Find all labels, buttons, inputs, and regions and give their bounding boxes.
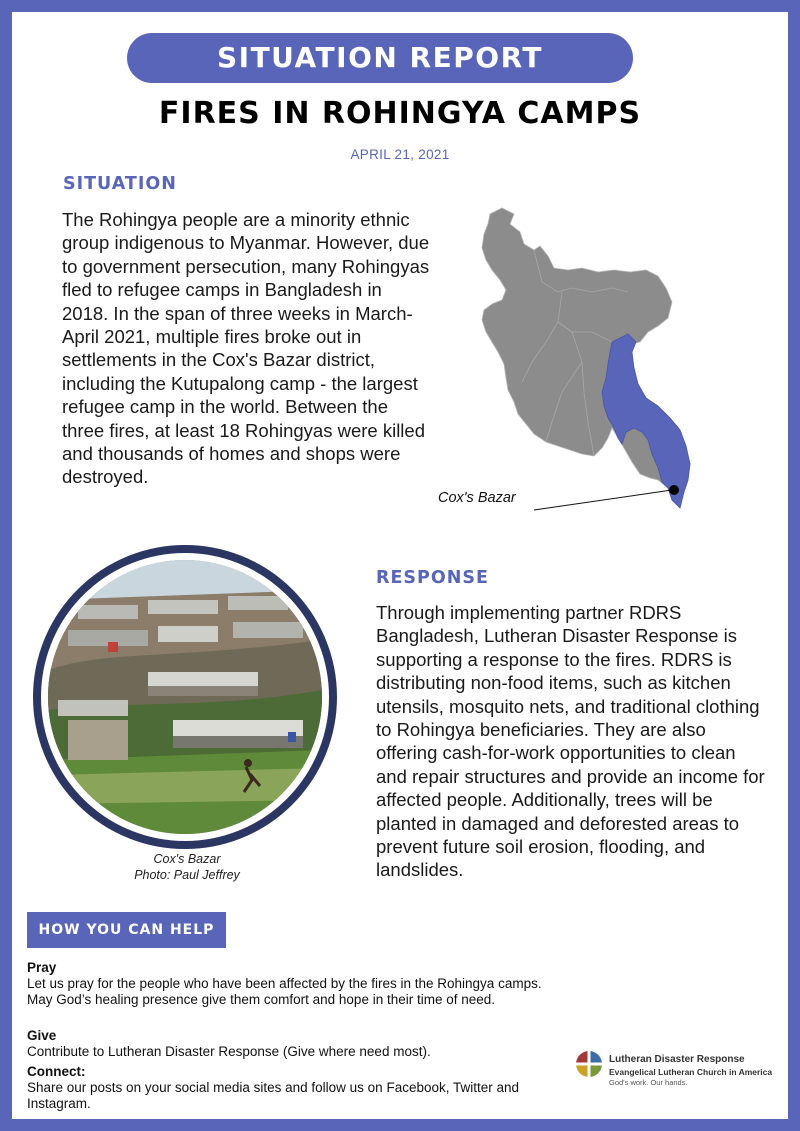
pray-text: Let us pray for the people who have been affected by the fires in the Rohingya camps. May God’s healing presence give them comfort and hope in their time of need. — [27, 976, 542, 1007]
situation-heading: SITUATION — [63, 174, 177, 194]
logo-ldr-text: Lutheran Disaster Response — [609, 1054, 745, 1065]
connect-text: Share our posts on your social media sites and follow us on Facebook, Twitter and Instagram. — [27, 1080, 520, 1111]
give-section — [27, 1028, 547, 1060]
give-text: Contribute to Lutheran Disaster Response (Give where need most). — [27, 1044, 431, 1059]
coxs-bazar-marker — [669, 485, 679, 495]
chittagong-division — [602, 334, 690, 508]
how-you-can-help-heading: HOW YOU CAN HELP — [27, 912, 226, 948]
map-label-coxs-bazar: Cox's Bazar — [438, 490, 516, 506]
camp-photo — [48, 560, 322, 834]
pray-section — [27, 960, 547, 1008]
response-text: Through implementing partner RDRS Bangladesh, Lutheran Disaster Response is supporting a response to the fires. RDRS is distributing non-food items, such as kitchen utensils, mosquito nets, and traditional clothing to Rohingya beneficiaries. They are also offering cash-for-work opportunities to clean and repair structures and provide an income for affected people. Additionally, trees will be planted in damaged and deforested areas to prevent future soil erosion, flooding, and landslides. — [376, 602, 765, 881]
response-heading: RESPONSE — [376, 568, 489, 588]
give-title: Give — [27, 1028, 57, 1043]
report-date: APRIL 21, 2021 — [350, 147, 450, 162]
logo-tagline: God's work. Our hands. — [609, 1078, 688, 1087]
connect-section — [27, 1064, 547, 1112]
page-title: FIRES IN ROHINGYA CAMPS — [158, 96, 642, 131]
coxs-bazar-pointer — [534, 490, 672, 510]
camp-photo-illustration — [48, 560, 322, 834]
logo-elca-text: Evangelical Lutheran Church in America — [609, 1067, 773, 1077]
connect-title: Connect: — [27, 1064, 86, 1079]
photo-caption-credit: Photo: Paul Jeffrey — [134, 868, 240, 882]
situation-text: The Rohingya people are a minority ethnic group indigenous to Myanmar. However, due to government persecution, many Rohingyas fled to refugee camps in Bangladesh in 2018. In the span of three weeks in March-April 2021, multiple fires broke out in settlements in the Cox's Bazar district, including the Kutupalong camp - the largest refugee camp in the world. Between the three fires, at least 18 Rohingyas were killed and thousands of homes and shops were destroyed. — [62, 209, 430, 488]
pray-title: Pray — [27, 960, 57, 975]
report-type-banner: SITUATION REPORT — [127, 33, 633, 83]
photo-caption — [87, 851, 287, 883]
cross-logo-icon — [574, 1049, 604, 1079]
situation-report-page — [12, 12, 788, 1119]
bangladesh-map — [462, 192, 712, 522]
ldr-elca-logo — [574, 1049, 788, 1089]
photo-caption-location: Cox's Bazar — [153, 852, 221, 866]
